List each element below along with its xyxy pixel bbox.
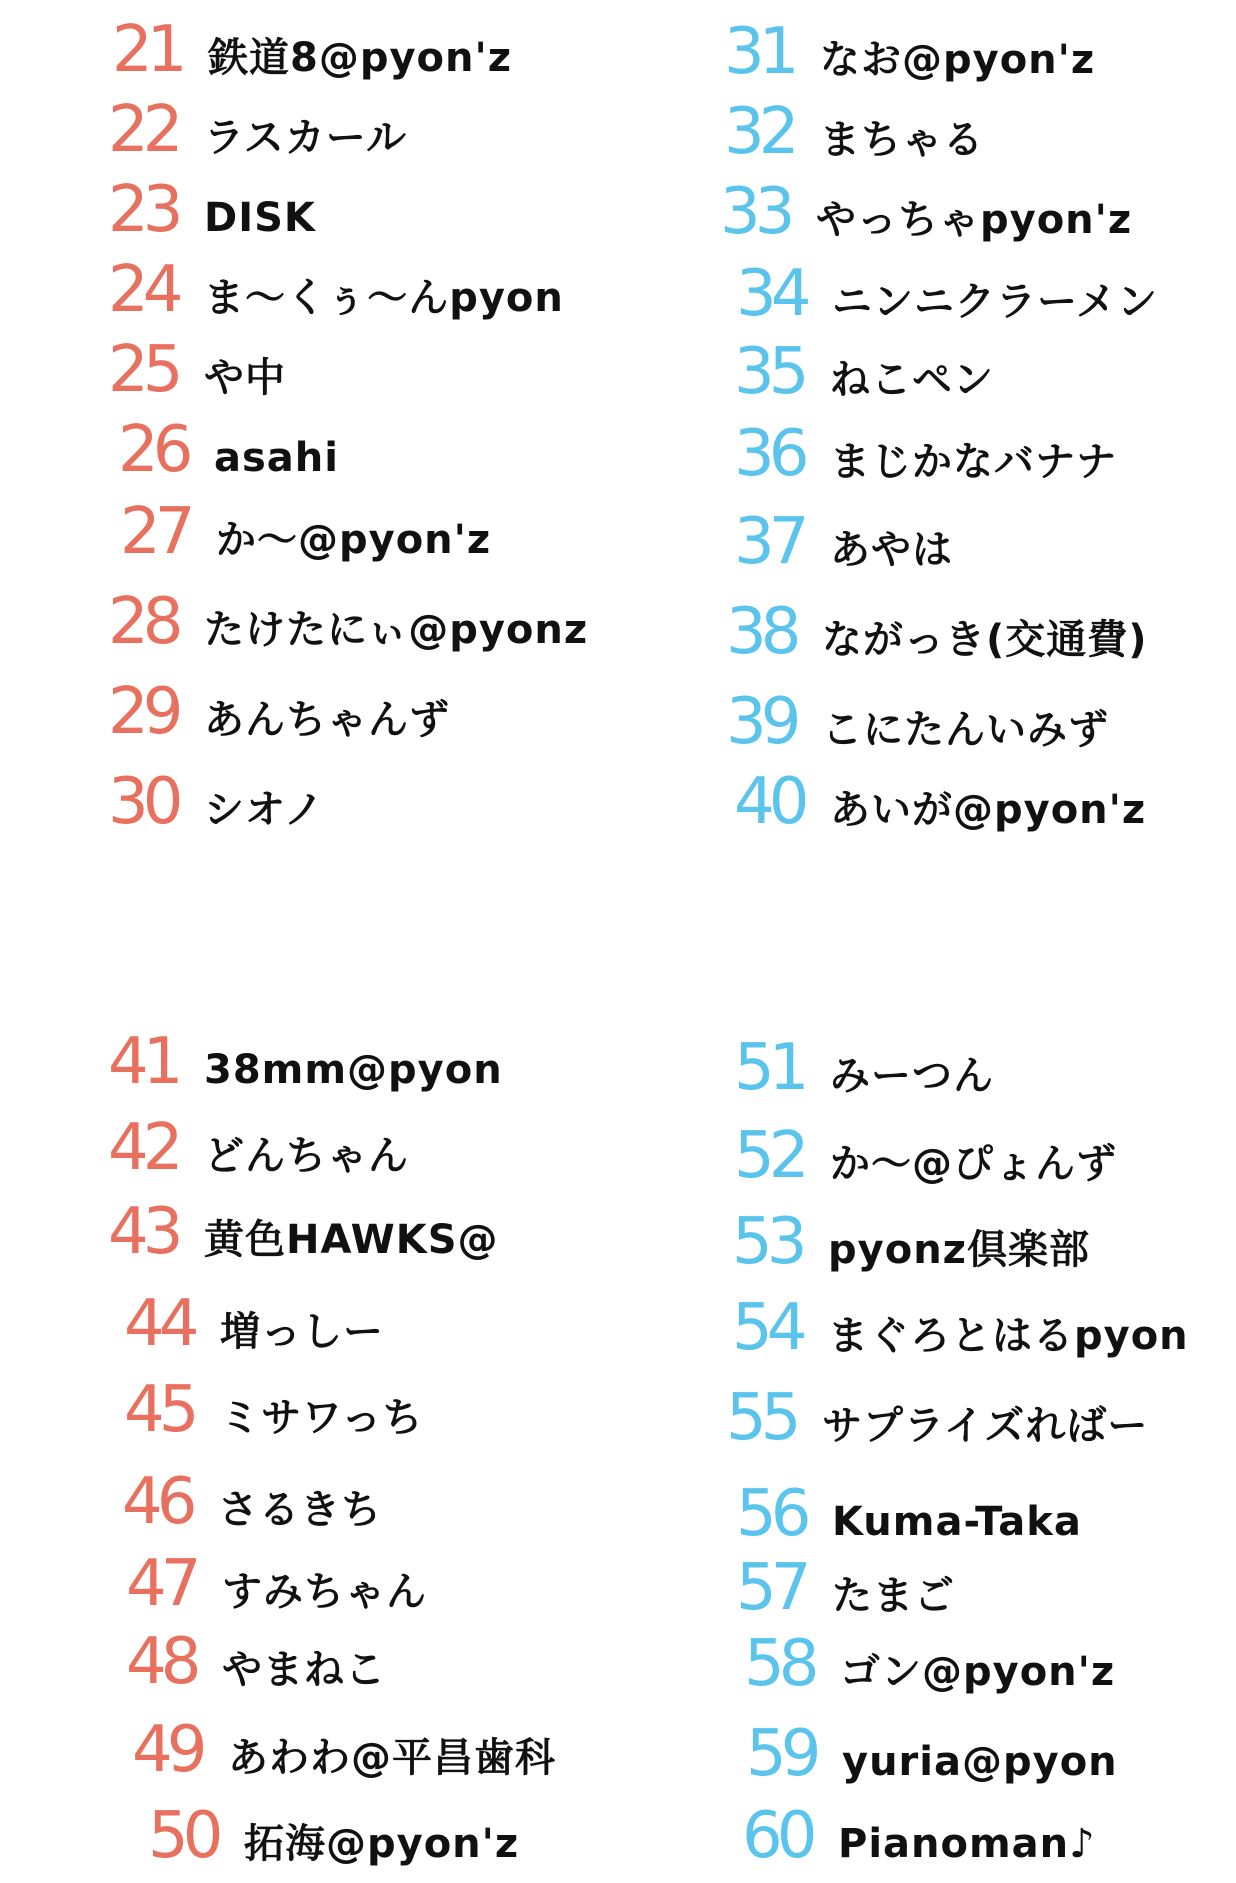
- entry-name: 鉄道8@pyon'z: [208, 35, 513, 81]
- entry-name: か〜@ぴょんず: [830, 1141, 1117, 1187]
- list-item: [734, 765, 1147, 839]
- list-item: [734, 417, 1117, 491]
- list-item: [742, 1799, 1096, 1873]
- list-item: [734, 1031, 994, 1105]
- entry-number: 45: [124, 1373, 194, 1447]
- list-item: [108, 333, 286, 407]
- entry-name: ゴン@pyon'z: [840, 1649, 1116, 1695]
- entry-number: 50: [148, 1799, 218, 1873]
- list-item: [734, 335, 994, 409]
- entry-name: あんちゃんず: [204, 697, 450, 743]
- entry-name: 黄色HAWKS@: [204, 1217, 499, 1263]
- entry-number: 53: [732, 1205, 802, 1279]
- entry-number: 43: [108, 1195, 178, 1269]
- list-item: [744, 1627, 1116, 1701]
- list-item: [108, 675, 450, 749]
- entry-number: 60: [742, 1799, 812, 1873]
- list-item: [734, 505, 953, 579]
- entry-name: みーつん: [830, 1053, 994, 1099]
- list-item: [732, 1291, 1189, 1365]
- entry-number: 36: [734, 417, 804, 491]
- entry-name: たけたにぃ@pyonz: [204, 607, 589, 653]
- entry-name: なお@pyon'z: [820, 37, 1096, 83]
- entry-number: 58: [744, 1627, 814, 1701]
- list-item: [108, 585, 589, 659]
- entry-number: 42: [108, 1111, 178, 1185]
- entry-number: 41: [108, 1025, 178, 1099]
- entry-name: ま〜くぅ〜んpyon: [204, 275, 564, 321]
- entry-name: 拓海@pyon'z: [244, 1821, 520, 1867]
- list-item: [120, 495, 492, 569]
- list-item: [726, 685, 1109, 759]
- entry-number: 25: [108, 333, 178, 407]
- entry-name: あやは: [830, 527, 953, 573]
- list-item: [108, 765, 325, 839]
- entry-number: 37: [734, 505, 804, 579]
- entry-number: 49: [132, 1713, 202, 1787]
- list-item: [126, 1625, 386, 1699]
- entry-name: さるきち: [218, 1487, 382, 1533]
- entry-number: 26: [118, 413, 188, 487]
- entry-name: Pianoman♪: [838, 1821, 1096, 1867]
- entry-name: こにたんいみず: [822, 707, 1109, 753]
- entry-number: 30: [108, 765, 178, 839]
- list-item: [736, 257, 1158, 331]
- entry-number: 27: [120, 495, 190, 569]
- entry-name: yuria@pyon: [842, 1739, 1118, 1785]
- entry-number: 38: [726, 595, 796, 669]
- list-item: [732, 1205, 1090, 1279]
- list-item: [724, 15, 1096, 89]
- list-item: [108, 173, 316, 247]
- entry-number: 29: [108, 675, 178, 749]
- entry-number: 23: [108, 173, 178, 247]
- entry-name: まじかなバナナ: [830, 439, 1117, 485]
- entry-number: 44: [124, 1287, 194, 1361]
- list-item: [124, 1287, 384, 1361]
- entry-number: 55: [726, 1381, 796, 1455]
- entry-number: 32: [724, 95, 794, 169]
- entry-number: 57: [736, 1551, 806, 1625]
- entry-name: ねこペン: [830, 357, 994, 403]
- entry-number: 40: [734, 765, 804, 839]
- entry-name: あわわ@平昌歯科: [228, 1735, 556, 1781]
- entry-name: 増っしー: [220, 1309, 384, 1355]
- entry-number: 34: [736, 257, 806, 331]
- entry-name: まちゃる: [820, 117, 984, 163]
- list-item: [112, 13, 513, 87]
- entry-name: ながっき(交通費): [822, 617, 1148, 663]
- list-item: [132, 1713, 556, 1787]
- list-item: [746, 1717, 1118, 1791]
- list-item: [108, 93, 407, 167]
- list-item: [126, 1547, 427, 1621]
- entry-name: か〜@pyon'z: [216, 517, 492, 563]
- list-item: [736, 1477, 1082, 1551]
- list-item: [720, 175, 1133, 249]
- entry-name: ラスカール: [204, 115, 407, 161]
- entry-number: 24: [108, 253, 178, 327]
- entry-number: 47: [126, 1547, 196, 1621]
- list-item: [148, 1799, 520, 1873]
- list-item: [736, 1551, 955, 1625]
- entry-name: やっちゃpyon'z: [816, 197, 1133, 243]
- entry-number: 39: [726, 685, 796, 759]
- entry-name: たまご: [832, 1573, 955, 1619]
- entry-number: 52: [734, 1119, 804, 1193]
- entry-name: ニンニクラーメン: [832, 279, 1158, 325]
- entry-name: asahi: [214, 435, 339, 481]
- list-item: [108, 1111, 409, 1185]
- entry-name: DISK: [204, 195, 316, 241]
- entry-name: あいが@pyon'z: [830, 787, 1147, 833]
- entry-number: 51: [734, 1031, 804, 1105]
- list-item: [122, 1465, 382, 1539]
- entry-name: やまねこ: [222, 1647, 386, 1693]
- entry-name: Kuma-Taka: [832, 1499, 1082, 1545]
- entry-number: 46: [122, 1465, 192, 1539]
- list-item: [734, 1119, 1117, 1193]
- entry-name: すみちゃん: [222, 1569, 427, 1615]
- list-item: [726, 1381, 1149, 1455]
- entry-number: 33: [720, 175, 790, 249]
- list-item: [124, 1373, 424, 1447]
- list-item: [726, 595, 1148, 669]
- entry-number: 54: [732, 1291, 802, 1365]
- list-item: [108, 1025, 503, 1099]
- entry-name: や中: [204, 355, 286, 401]
- entry-name: pyonz倶楽部: [828, 1227, 1090, 1273]
- list-item: [108, 253, 564, 327]
- entry-number: 59: [746, 1717, 816, 1791]
- entry-name: どんちゃん: [204, 1133, 409, 1179]
- list-item: [724, 95, 984, 169]
- entry-number: 21: [112, 13, 182, 87]
- entry-name: シオノ: [204, 787, 325, 833]
- entry-number: 56: [736, 1477, 806, 1551]
- entry-name: 38mm@pyon: [204, 1047, 503, 1093]
- entry-number: 22: [108, 93, 178, 167]
- list-item: [108, 1195, 499, 1269]
- entry-name: サプライズればー: [822, 1403, 1149, 1449]
- entry-name: ミサワっち: [220, 1395, 424, 1441]
- entry-number: 48: [126, 1625, 196, 1699]
- entry-number: 35: [734, 335, 804, 409]
- entry-number: 31: [724, 15, 794, 89]
- entry-name: まぐろとはるpyon: [828, 1313, 1189, 1359]
- list-item: [118, 413, 339, 487]
- entry-number: 28: [108, 585, 178, 659]
